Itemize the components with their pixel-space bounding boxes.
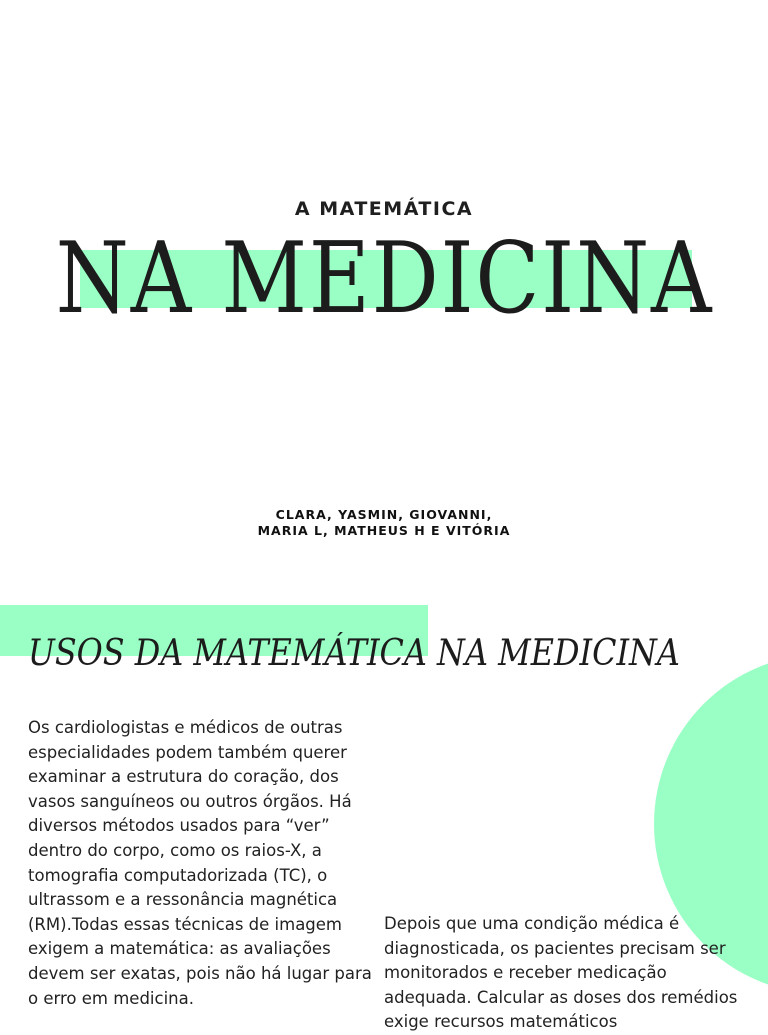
authors-line-2: MARIA L, MATHEUS H E VITÓRIA [257, 523, 511, 538]
paragraph-medication: Depois que uma condição médica é diagnosticada, os pacientes precisam ser monitorados e receber medicação adequada. Calcular as doses dos remédios exige recursos matemáticos [384, 914, 738, 1032]
cover-title: NA MEDICINA [55, 222, 714, 336]
paragraph-imaging: Os cardiologistas e médicos de outras especialidades podem também querer examinar a estrutura do coração, dos vasos sanguíneos ou outros órgãos. Há diversos métodos usados para “ver” dentro do corpo, como os raios-X, a tomografia computadorizada (TC), o ultrassom e a ressonância magnética (RM).Todas essas técnicas de imagem exigem a matemática: as avaliações devem ser exatas, pois não há lugar para o erro em medicina. [28, 718, 372, 1008]
section-heading: USOS DA MATEMÁTICA NA MEDICINA [28, 633, 680, 674]
cover-kicker: A MATEMÁTICA [294, 198, 474, 220]
authors-line-1: CLARA, YASMIN, GIOVANNI, [275, 507, 493, 522]
authors [0, 507, 768, 539]
